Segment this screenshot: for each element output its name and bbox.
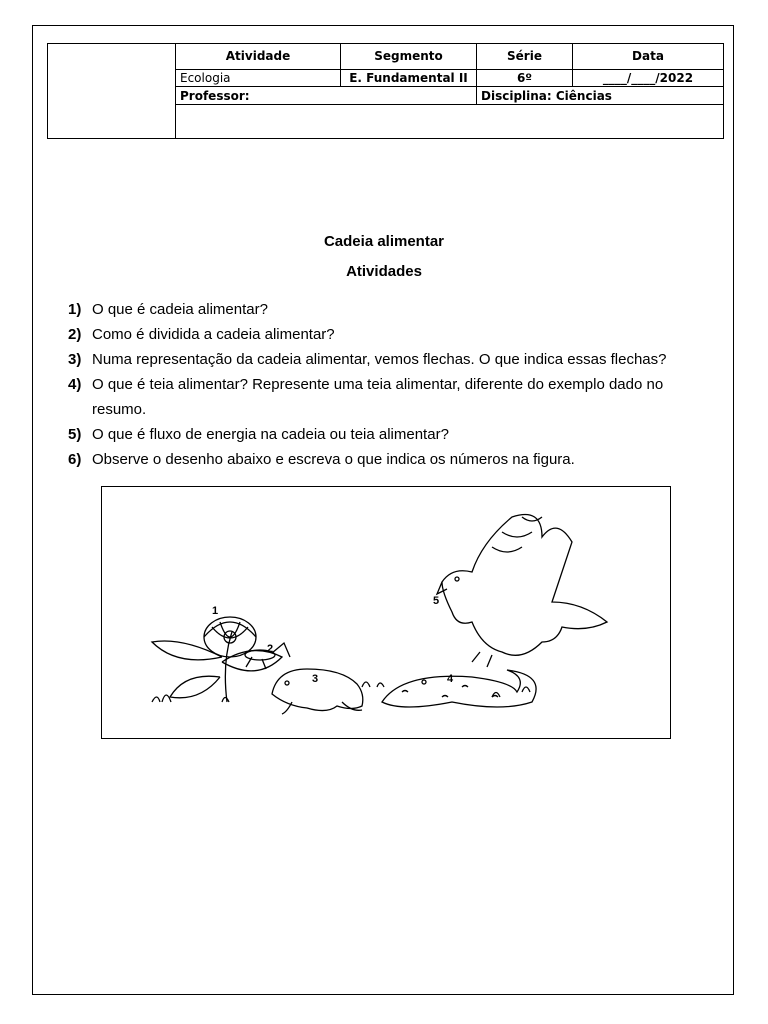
data-value: ____/____/2022 (573, 69, 724, 87)
figure-label-3: 3 (312, 673, 319, 685)
figure-label-4: 4 (447, 673, 454, 685)
question-number: 6) (68, 451, 82, 468)
question-text: Como é dividida a cadeia alimentar? (92, 326, 335, 343)
question-text: Numa representação da cadeia alimentar, vemos flechas. O que indica essas flechas? (92, 351, 667, 368)
header-atividade: Atividade (176, 44, 341, 70)
page-title: Cadeia alimentar (323, 233, 445, 250)
header-segmento: Segmento (341, 44, 477, 70)
atividade-value: Ecologia (176, 69, 341, 87)
serie-value: 6º (477, 69, 573, 87)
question-number: 3) (68, 351, 82, 368)
header-table (47, 43, 724, 139)
blank-row (176, 104, 724, 138)
grass-lines (152, 682, 530, 702)
question-number: 4) (68, 376, 82, 393)
list-item (68, 297, 708, 322)
disciplina-label: Disciplina: Ciências (477, 87, 724, 105)
list-item (68, 372, 708, 422)
list-item (68, 347, 708, 372)
figure-label-2: 2 (267, 643, 274, 655)
eagle-drawing (437, 515, 607, 668)
question-text: O que é cadeia alimentar? (92, 301, 268, 318)
question-number: 2) (68, 326, 82, 343)
professor-label: Professor: (176, 87, 477, 105)
figure-label-1: 1 (212, 605, 219, 617)
question-text: Observe o desenho abaixo e escreva o que indica os números na figura. (92, 451, 575, 468)
logo-cell (48, 44, 176, 139)
question-text: O que é teia alimentar? Represente uma teia alimentar, diferente do exemplo dado no resumo. (92, 376, 664, 418)
header-serie: Série (477, 44, 573, 70)
list-item (68, 322, 708, 347)
food-chain-illustration (102, 487, 670, 738)
question-text: O que é fluxo de energia na cadeia ou teia alimentar? (92, 426, 449, 443)
segmento-value: E. Fundamental II (341, 69, 477, 87)
snake-drawing (382, 670, 536, 707)
question-list (68, 297, 708, 472)
food-chain-figure (101, 486, 671, 739)
list-item (68, 447, 708, 472)
list-item (68, 422, 708, 447)
question-number: 1) (68, 301, 82, 318)
figure-label-5: 5 (433, 595, 440, 607)
question-number: 5) (68, 426, 82, 443)
page-subtitle: Atividades (346, 263, 422, 280)
header-data: Data (573, 44, 724, 70)
